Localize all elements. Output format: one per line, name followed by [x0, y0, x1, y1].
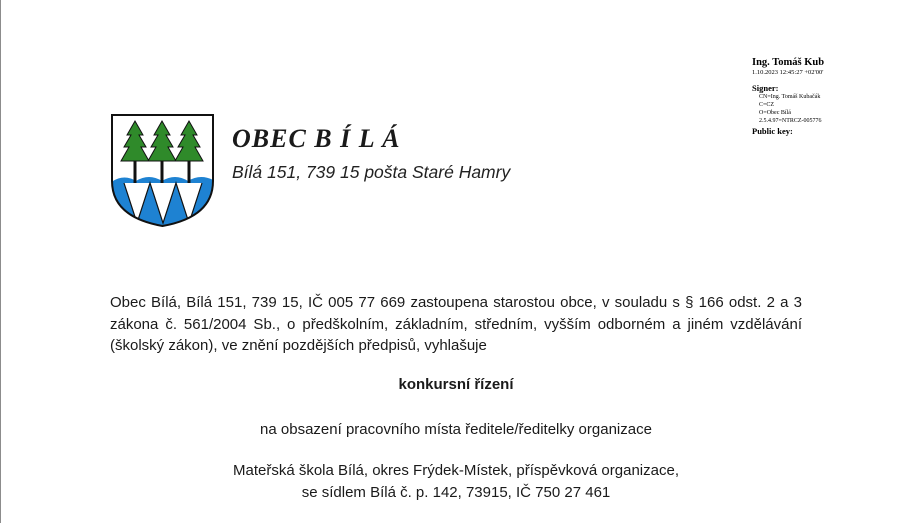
- signature-detail-c: C=CZ: [759, 102, 775, 108]
- organization-address: se sídlem Bílá č. p. 142, 73915, IČ 750 27 461: [301, 484, 611, 501]
- intro-paragraph: Obec Bílá, Bílá 151, 739 15, IČ 005 77 669 zastoupena starostou obce, v souladu s § 166 odst. 2 a 3 zákona č. 561/2004 Sb., o předškolním, základním, středním, vyšším odborném a jiném vzdělávání (školský zákon), ve znění pozdějších předpisů, vyhlašuje: [110, 294, 802, 354]
- signature-details: [752, 93, 912, 125]
- signature-public-key-label: Public key:: [752, 126, 793, 136]
- signature-signer-label: Signer:: [752, 83, 779, 93]
- municipality-title: OBEC B Í L Á: [232, 124, 401, 153]
- municipality-address: Bílá 151, 739 15 pošta Staré Hamry: [232, 162, 511, 182]
- organization-name: Mateřská škola Bílá, okres Frýdek-Místek, příspěvková organizace,: [232, 462, 679, 479]
- page-left-border: [0, 0, 1, 523]
- document-subheading: na obsazení pracovního místa ředitele/ředitelky organizace: [260, 421, 652, 438]
- coat-of-arms-icon: [110, 113, 215, 228]
- document-heading: konkursní řízení: [398, 376, 514, 393]
- signature-date: 1.10.2023 12:45:27 +02'00': [752, 69, 824, 76]
- digital-signature-block: [752, 57, 912, 137]
- organization-block: [110, 460, 802, 504]
- signature-detail-id: 2.5.4.97=NTRCZ-005776: [759, 118, 822, 124]
- signature-detail-o: O=Obec Bílá: [759, 110, 791, 116]
- signature-name: Ing. Tomáš Kub: [752, 57, 825, 68]
- signature-detail-cn: CN=Ing. Tomáš Kubačák: [759, 94, 821, 100]
